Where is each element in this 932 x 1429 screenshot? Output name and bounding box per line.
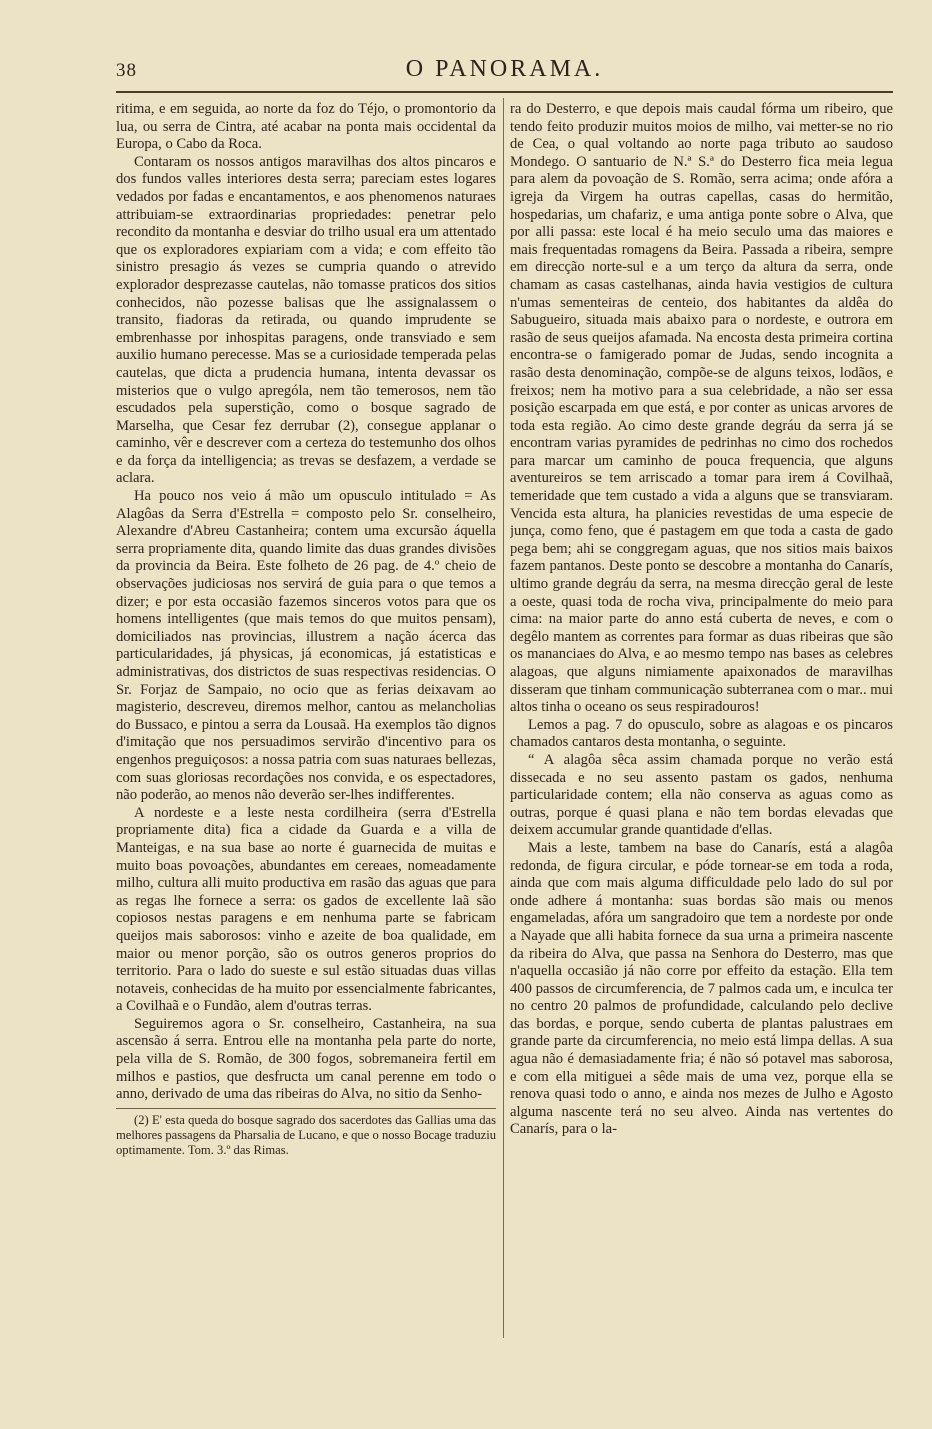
paragraph: Ha pouco nos veio á mão um opusculo intitulado = As Alagôas da Serra d'Estrella = composto pelo Sr. conselheiro, Alexandre d'Abreu Castanheira; contem uma excursão áquella serra propriamente dita, quando limite das duas grandes divisões da provincia da Beira. Este folheto de 26 pag. de 4.º cheio de observações judiciosas nos servirá de guia para o que temos a dizer; e por esta occasião fazemos sinceros votos para que os homens intelligentes (que mais temos do que muitos pensam), domiciliados nas provincias, illustrem a nação ácerca das particularidades, já physicas, já economicas, já estatisticas e administrativas, dos districtos de suas respectivas residencias. O Sr. Forjaz de Sampaio, no ocio que as ferias deixavam ao magisterio, descreveu, diremos melhor, cantou as melancholias do Bussaco, e pintou a serra da Lousaã. Ha exemplos tão dignos d'imitação que nos persuadimos servirão d'incentivo para os engenhos preguiçosos: a nossa patria com suas naturaes bellezas, com suas gloriosas recordações nos convida, e os espectadores, não poderão, ao menos não deverão ser-lhes indifferentes.	[116, 488, 496, 804]
footnote-rule	[116, 1108, 496, 1109]
page-number: 38	[116, 60, 137, 81]
paragraph: Contaram os nossos antigos maravilhas dos altos pincaros e dos fundos valles interiores desta serra; pareciam estes logares vedados por fadas e encantamentos, e aos phenomenos naturaes attribuiam-se extraordinarias propriedades: penetrar pelo recondito da montanha e desviar do trilho usual era um attentado que os exploradores expiariam com a vida; e com effeito tão sinistro presagio ás vezes se cumpria quando o atrevido explorador desprezasse cautelas, não tomasse praticos dos sitios conhecidos, não pozesse balisas que lhe assignalassem o transito, fiadoras da retirada, ou quando imprudente se embrenhasse por inhospitas paragens, onde transviado e sem auxilio humano perecesse. Mas se a curiosidade temperada pelas cautelas, que dicta a prudencia humana, intenta devassar os misterios que o vulgo aprególa, nem tão temerosos, nem tão escudados pela superstição, como o bosque sagrado de Marselha, que Cesar fez derrubar (2), consegue applanar o caminho, vêr e descrever com a certeza do testemunho dos olhos e da força da intelligencia; as trevas se desfazem, a verdade se aclara.	[116, 153, 496, 487]
header-rule	[116, 91, 893, 93]
right-column	[510, 101, 893, 1341]
footnote	[116, 1113, 496, 1158]
paragraph: ra do Desterro, e que depois mais caudal fórma um ribeiro, que tendo feito produzir muitos moios de milho, vai metter-se no rio de Cea, o qual voltando ao norte paga tributo ao saudoso Mondego. O santuario de N.ª S.ª do Desterro fica meia legua para alem da povoação de S. Romão, serra acima; onde afóra a igreja da Virgem ha outras capellas, casas do hermitão, hospedarias, um chafariz, e uma antiga ponte sobre o Alva, que por alli passa: este local é ha meio seculo uma das maiores e mais frequentadas romagens da Beira. Passada a ribeira, sempre em direcção norte-sul e a um terço da altura da serra, onde chamam as casas castelhanas, ainda havia vestigios de cultura n'umas sementeiras de centeio, dos habitantes da aldêa do Sabugueiro, situada mais abaixo para o nordeste, e outrora em rasão de seus queijos afamada. Na encosta desta primeira cortina encontra-se o famigerado pomar de Judas, sendo incognita a rasão desta denominação, compõe-se de alguns teixos, lodãos, e freixos; nem ha motivo para a sua celebridade, a não ser essa posição escarpada em que está, e por conter as unicas arvores de toda esta região. Ao cimo deste grande degráu da serra já se encontram varias pyramides de pedrinhas no cimo dos rochedos para marcar um caminho de pouca frequencia, que alguns aventureiros se tem arriscado a tomar para irem á Covilhaã, temeridade que tem custado a vida a alguns que se transviaram. Vencida esta altura, ha planicies revestidas de uma especie de junça, como feno, que é pastagem em que toda a casta de gado pega bem; ahi se conggregam aguas, que nos sitios mais baixos fazem pantanos. Deste ponto se descobre a montanha do Canarís, ultimo grande degráu da serra, na mesma direcção geral de leste a oeste, quasi toda de rocha viva, principalmente do meio para cima: na maior parte do anno está cuberta de neves, e com o degêlo mantem as correntes para formar as duas ribeiras que são os mananciaes do Alva, e ao mesmo tempo nas bases as celebres alagoas, que alguns nimiamente apaixonados de maravilhas disseram que tinham communicação subterranea com o mar.. mui altos tinha o oceano os seus respiradouros!	[510, 101, 893, 716]
paragraph: Lemos a pag. 7 do opusculo, sobre as alagoas e os pincaros chamados cantaros desta montanha, o seguinte.	[510, 716, 893, 751]
paragraph: ritima, e em seguida, ao norte da foz do Téjo, o promontorio da lua, ou serra de Cintra, até acabar na ponta mais occidental da Europa, o Cabo da Roca.	[116, 101, 496, 153]
quotation	[510, 752, 893, 1139]
quote-paragraph: “ A alagôa sêca assim chamada porque no verão está dissecada e no seu assento pastam os gados, nenhuma particularidade contem; ella não conserva as aguas como as outras, porque é quasi plana e não tem bordas elevadas que deixem accumular grande quantidade d'ellas.	[510, 751, 893, 839]
column-divider	[503, 98, 504, 1338]
footnote-text: (2) E' esta queda do bosque sagrado dos sacerdotes das Gallias uma das melhores passagens da Pharsalia de Lucano, e que o nosso Bocage traduziu optimamente. Tom. 3.º das Rimas.	[116, 1112, 496, 1157]
masthead-title: O PANORAMA.	[405, 56, 604, 82]
left-column	[116, 101, 496, 1341]
page-header	[116, 56, 893, 86]
quote-paragraph: Mais a leste, tambem na base do Canarís, está a alagôa redonda, de figura circular, e póde tornear-se em toda a roda, ainda que com mais alguma difficuldade pelo lado do sul por onde adhere á montanha: suas bordas são mais ou menos engameladas, afóra um sangradoiro que tem a nordeste por onde a Nayade que alli habita fornece da sua urna a primeira nascente da ribeira do Alva, que passa na Senhora do Desterro, mas que n'aquella occasião já não corre por effeito da estação. Ella tem 400 passos de circumferencia, de 7 palmos cada um, e inculca ter no centro 20 palmos de profundidade, calculando pelo declive das bordas, e porque, sendo cuberta de plantas palustraes em grande parte da circumferencia, no meio está limpa dellas. A sua agua não é demasiadamente fria; é não só potavel mas saborosa, e com ella mitiguei a sêde mais de uma vez, porque ella se renova quasi todo o anno, e ainda nos mezes de Julho e Agosto alguma nascente terá no seu alveo. Ainda nas vertentes do Canarís, para o la-	[510, 839, 893, 1138]
paragraph: Seguiremos agora o Sr. conselheiro, Castanheira, na sua ascensão á serra. Entrou elle na montanha pela parte do norte, pela villa de S. Romão, de 300 fogos, sobremaneira fertil em milhos e pastios, que desfructa um canal perenne em todo o anno, derivado de uma das ribeiras do Alva, no sitio da Senho-	[116, 1015, 496, 1103]
paragraph: A nordeste e a leste nesta cordilheira (serra d'Estrella propriamente dita) fica a cidade da Guarda e a villa de Manteigas, e na sua base ao norte é guarnecida de muitas e muito boas povoações, abundantes em cereaes, nomeadamente milho, cultura alli muito productiva em rasão das aguas que para as regas lhe fornece a serra: os gados de excellente laã são copiosos nestas paragens e em nenhuma parte se fabricam queijos mais saborosos: vinho e azeite de boa qualidade, em maior ou menor porção, são os outros generos proprios do territorio. Para o lado do sueste e sul estão situadas duas villas notaveis, conhecidas de ha muito por essencialmente fabricantes, a Covilhaã e o Fundão, alem d'outras terras.	[116, 804, 496, 1015]
